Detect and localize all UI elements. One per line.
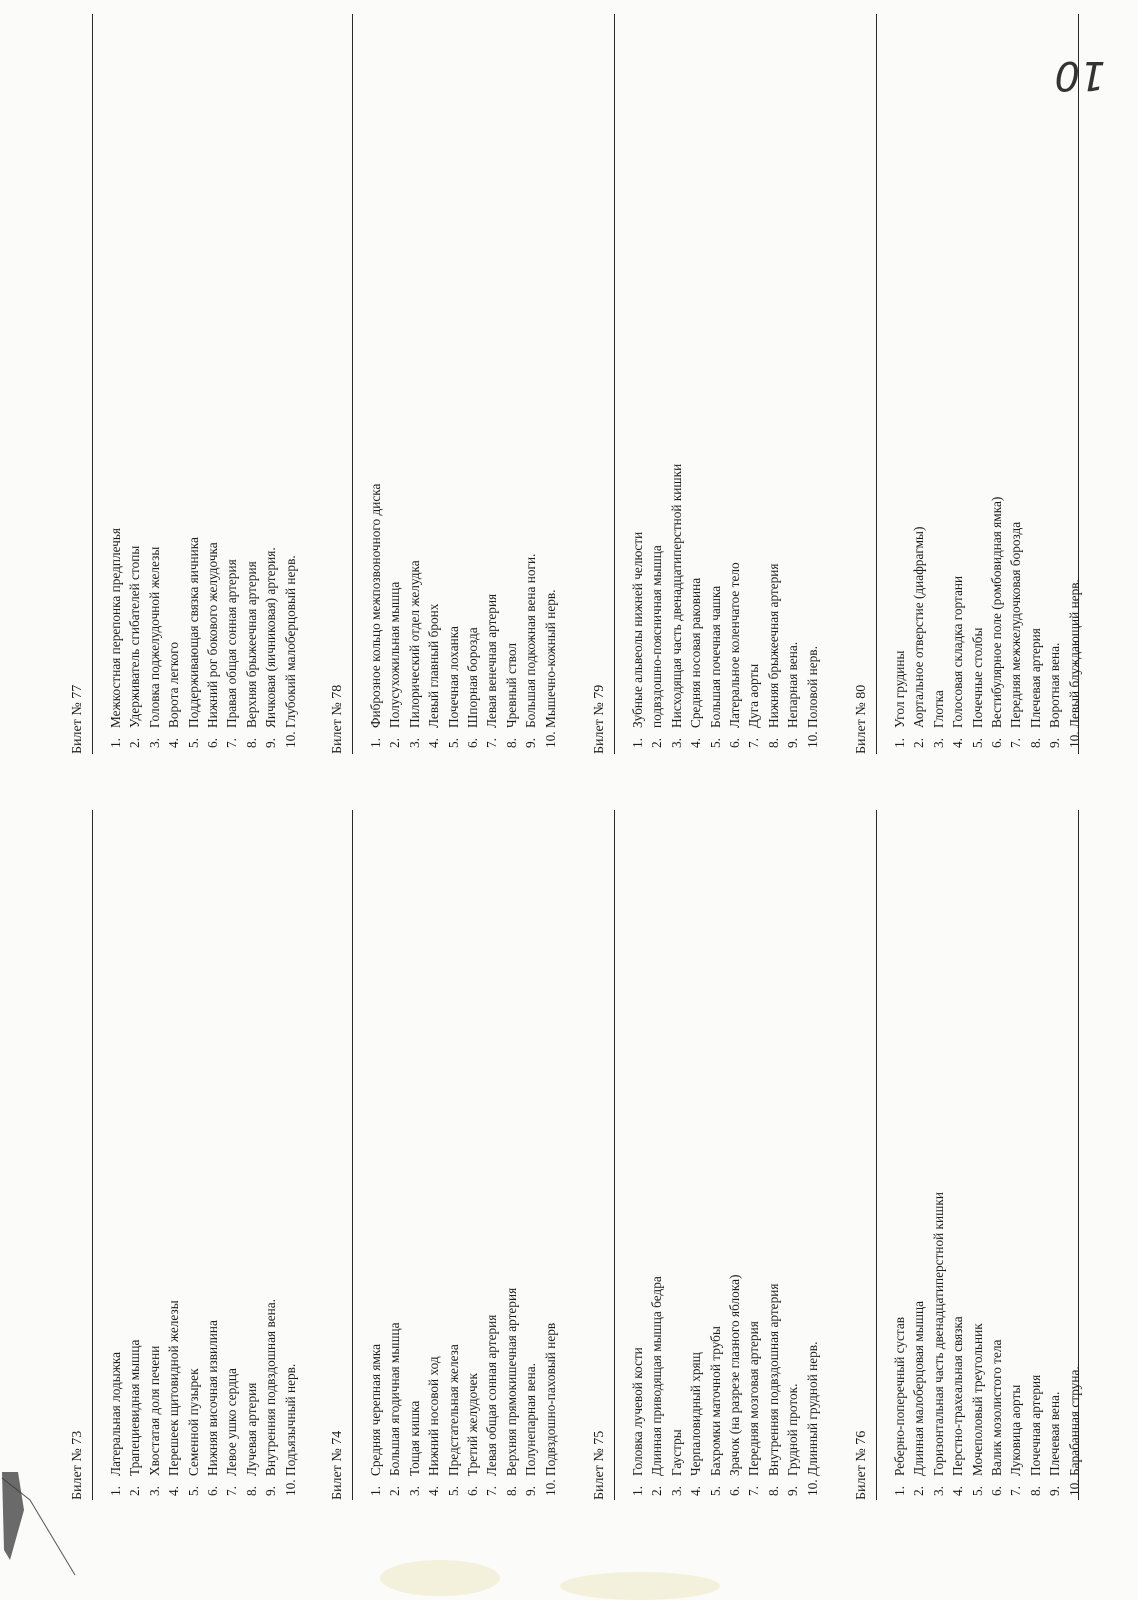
question-item [521, 1288, 540, 1496]
question-number: 4. [950, 1486, 966, 1496]
question-item [744, 464, 763, 748]
question-number: 10. [1066, 731, 1082, 748]
question-number: 2. [387, 1486, 403, 1496]
question-text: Шпорная борозда [465, 627, 481, 728]
question-number: 6. [727, 1486, 743, 1496]
question-text: Средняя носовая раковина [688, 577, 704, 728]
ticket-question-list [628, 1275, 822, 1496]
question-text: Левая общая сонная артерия [484, 1314, 500, 1476]
question-text: Лучевая артерия [243, 1382, 259, 1476]
question-item [164, 528, 183, 748]
ticket-title: Билет № 74 [330, 1430, 345, 1500]
ticket-divider [352, 14, 353, 754]
question-number: 4. [166, 1486, 182, 1496]
question-text: Голосовая складка гортани [950, 575, 966, 728]
question-text: Зрачок (на разрезе глазного яблока) [727, 1274, 743, 1476]
question-text: Передняя мозговая артерия [746, 1321, 762, 1476]
question-number: 5. [969, 1486, 985, 1496]
question-text: Чревный ствол [503, 643, 519, 728]
question-text: Передняя межжелудочковая борозда [1008, 521, 1024, 728]
question-item [281, 528, 300, 748]
question-item [764, 1275, 783, 1496]
question-text: Левое ушко сердца [224, 1368, 240, 1476]
question-item [647, 1275, 666, 1496]
question-text: Глубокий малоберцовый нерв. [282, 555, 298, 728]
question-number: 4. [688, 1486, 704, 1496]
question-text: подвздошно-поясничная мышца [649, 545, 665, 728]
question-number: 3. [406, 738, 422, 748]
question-number: 4. [426, 1486, 442, 1496]
question-number: 6. [465, 1486, 481, 1496]
question-item [744, 1275, 763, 1496]
question-item [424, 1288, 443, 1496]
question-number: 2. [649, 738, 665, 748]
question-number: 8. [243, 1486, 259, 1496]
question-text: Почечные столбы [969, 627, 985, 728]
question-item [261, 1299, 280, 1496]
question-text: Внутренняя подвздошная вена. [263, 1299, 279, 1476]
question-number: 1. [630, 1486, 645, 1496]
question-text: Нижний рог бокового желудочка [205, 542, 221, 728]
question-item [106, 528, 125, 748]
question-number: 3. [930, 1486, 946, 1496]
question-number: 5. [969, 738, 985, 748]
question-number: 8. [1027, 738, 1043, 748]
question-number: 10. [542, 731, 558, 748]
question-number: 9. [1047, 738, 1063, 748]
question-number: 3. [668, 1486, 684, 1496]
question-number: 8. [765, 1486, 781, 1496]
question-item [706, 1275, 725, 1496]
question-item [463, 484, 482, 748]
question-text: Нижний носовой ход [426, 1356, 442, 1476]
question-item [1065, 497, 1084, 748]
question-text: Верхняя прямокишечная артерия [503, 1287, 519, 1476]
question-number: 6. [465, 738, 481, 748]
question-text: Нижняя височная извилина [205, 1320, 221, 1476]
question-text: Непарная вена. [785, 641, 801, 728]
question-text: Валик мозолистого тела [989, 1339, 1005, 1476]
question-number: 6. [989, 738, 1005, 748]
question-number: 10. [542, 1479, 558, 1496]
question-item [521, 484, 540, 748]
question-number: 8. [243, 738, 259, 748]
question-item [706, 464, 725, 748]
question-number: 7. [1008, 1486, 1024, 1496]
question-number: 3. [406, 1486, 422, 1496]
question-item [783, 1275, 802, 1496]
question-item [1006, 497, 1025, 748]
question-item [628, 1275, 647, 1496]
question-text: Длинный грудной нерв. [804, 1341, 820, 1476]
ticket-question-list [106, 1299, 300, 1496]
question-item [222, 1299, 241, 1496]
question-text: Большая подкожная вена ноги. [523, 553, 539, 728]
question-number: 1. [368, 738, 383, 748]
ticket-divider [614, 810, 615, 1500]
ticket-question-list [890, 1192, 1084, 1496]
question-item [482, 1288, 501, 1496]
question-number: 10. [282, 731, 298, 748]
question-number: 3. [146, 1486, 162, 1496]
question-text: Зубные альвеолы нижней челюсти [630, 531, 645, 728]
question-text: Длинная малоберцовая мышца [911, 1301, 927, 1476]
question-number: 10. [804, 1479, 820, 1496]
question-item [1045, 1192, 1064, 1496]
question-item [203, 1299, 222, 1496]
question-text: Трапециевидная мышца [127, 1339, 143, 1476]
question-number: 2. [911, 1486, 927, 1496]
question-number: 7. [224, 1486, 240, 1496]
question-item [948, 497, 967, 748]
question-item [125, 528, 144, 748]
question-item [1065, 1192, 1084, 1496]
question-item [1026, 1192, 1045, 1496]
question-number: 1. [630, 738, 645, 748]
question-text: Предстательная железа [445, 1344, 461, 1476]
question-text: Поддерживающая связка яичника [185, 537, 201, 728]
ticket-title: Билет № 77 [70, 684, 85, 754]
question-item [909, 497, 928, 748]
question-number: 2. [387, 738, 403, 748]
question-number: 9. [263, 738, 279, 748]
question-number: 10. [282, 1479, 298, 1496]
question-number: 7. [224, 738, 240, 748]
ticket-divider [876, 810, 877, 1500]
question-item [1026, 497, 1045, 748]
question-text: Аортальное отверстие (диафрагмы) [911, 526, 927, 728]
ticket-divider [614, 14, 615, 754]
question-item [929, 497, 948, 748]
question-number: 1. [368, 1486, 383, 1496]
question-text: Почечная лоханка [445, 626, 461, 728]
question-text: Луковица аорты [1008, 1384, 1024, 1476]
question-number: 9. [523, 738, 539, 748]
question-text: Бахромки маточной трубы [707, 1326, 723, 1476]
question-number: 5. [185, 1486, 201, 1496]
question-item [764, 464, 783, 748]
question-item [385, 484, 404, 748]
question-number: 3. [146, 738, 162, 748]
question-text: Головка лучевой кости [630, 1347, 645, 1476]
question-item [987, 1192, 1006, 1496]
question-number: 4. [166, 738, 182, 748]
question-text: Горизонтальная часть двенадцатиперстной кишки [930, 1192, 946, 1476]
question-item [405, 1288, 424, 1496]
question-text: Глотка [930, 690, 946, 728]
question-number: 4. [688, 738, 704, 748]
page-number: 10 [1054, 52, 1106, 98]
question-item [803, 1275, 822, 1496]
question-text: Перешеек щитовидной железы [166, 1300, 182, 1476]
question-item [184, 1299, 203, 1496]
question-item [482, 484, 501, 748]
question-item [909, 1192, 928, 1496]
question-item [261, 528, 280, 748]
question-item [366, 484, 385, 748]
question-text: Фиброзное кольцо межпозвоночного диска [368, 483, 383, 728]
question-item [1045, 497, 1064, 748]
question-text: Перстно-трахеальная связка [950, 1316, 966, 1476]
question-number: 9. [263, 1486, 279, 1496]
question-text: Большая ягодичная мышца [387, 1322, 403, 1476]
question-item [502, 484, 521, 748]
question-text: Третий желудочек [465, 1372, 481, 1476]
question-number: 6. [205, 738, 221, 748]
question-number: 10. [804, 731, 820, 748]
question-text: Ворота легкого [166, 641, 182, 728]
question-text: Грудной проток. [785, 1383, 801, 1476]
question-text: Вестибулярное поле (ромбовидная ямка) [989, 496, 1005, 728]
question-text: Удерживатель сгибателей стопы [127, 545, 143, 728]
question-number: 1. [108, 738, 123, 748]
question-item [164, 1299, 183, 1496]
question-item [667, 464, 686, 748]
question-item [222, 528, 241, 748]
question-number: 10. [1066, 1479, 1082, 1496]
question-item [667, 1275, 686, 1496]
question-number: 6. [989, 1486, 1005, 1496]
ticket-title: Билет № 76 [854, 1430, 869, 1500]
question-text: Средняя черепная ямка [368, 1343, 383, 1476]
question-item [725, 464, 744, 748]
question-item [686, 464, 705, 748]
question-item [242, 528, 261, 748]
question-text: Нисходящая часть двенадцатиперстной кишки [668, 463, 684, 728]
question-number: 9. [1047, 1486, 1063, 1496]
question-item [106, 1299, 125, 1496]
question-text: Плечевая вена. [1047, 1391, 1063, 1476]
question-text: Правая общая сонная артерия [224, 559, 240, 728]
question-item [385, 1288, 404, 1496]
question-text: Полунепарная вена. [523, 1363, 539, 1476]
question-text: Воротная вена. [1047, 642, 1063, 728]
question-item [803, 464, 822, 748]
question-item [242, 1299, 261, 1496]
question-text: Хвостатая доля печени [146, 1345, 162, 1476]
ticket-divider [92, 14, 93, 754]
question-item [463, 1288, 482, 1496]
question-item [686, 1275, 705, 1496]
question-text: Барабанная струна. [1066, 1366, 1082, 1476]
question-text: Яичковая (яичниковая) артерия. [263, 547, 279, 728]
question-number: 8. [765, 738, 781, 748]
ticket-question-list [628, 464, 822, 748]
ticket-title: Билет № 75 [592, 1430, 607, 1500]
question-number: 8. [1027, 1486, 1043, 1496]
question-text: Левый блуждающий нерв. [1066, 579, 1082, 728]
question-item [541, 1288, 560, 1496]
question-text: Черпаловидный хрящ [688, 1352, 704, 1476]
question-number: 1. [892, 1486, 907, 1496]
question-text: Плечевая артерия [1027, 628, 1043, 728]
question-text: Верхняя брыжеечная артерия [243, 561, 259, 728]
question-item [987, 497, 1006, 748]
question-text: Латеральная лодыжка [108, 1351, 123, 1476]
question-number: 1. [892, 738, 907, 748]
question-text: Почечная артерия [1027, 1374, 1043, 1476]
question-number: 3. [930, 738, 946, 748]
ticket-title: Билет № 80 [854, 684, 869, 754]
question-text: Подвздошно-паховый нерв [542, 1322, 558, 1476]
question-item [405, 484, 424, 748]
question-text: Головка поджелудочной железы [146, 546, 162, 728]
ticket-divider [876, 14, 877, 754]
question-text: Большая почечная чашка [707, 585, 723, 728]
question-item [145, 1299, 164, 1496]
question-number: 7. [1008, 738, 1024, 748]
question-item [424, 484, 443, 748]
question-item [890, 1192, 909, 1496]
question-text: Длинная приводящая мышца бедра [649, 1276, 665, 1476]
ticket-divider [92, 810, 93, 1500]
question-number: 5. [707, 738, 723, 748]
ticket-question-list [106, 528, 300, 748]
question-item [541, 484, 560, 748]
question-item [366, 1288, 385, 1496]
ticket-question-list [366, 1288, 560, 1496]
question-item [628, 464, 647, 748]
question-text: Реберно-поперечный сустав [892, 1316, 907, 1476]
question-number: 5. [185, 738, 201, 748]
question-number: 7. [484, 1486, 500, 1496]
question-item [125, 1299, 144, 1496]
question-number: 2. [127, 738, 143, 748]
question-item [890, 497, 909, 748]
question-number: 5. [445, 1486, 461, 1496]
ticket-question-list [366, 484, 560, 748]
question-text: Латеральное коленчатое тело [727, 562, 743, 728]
question-item [444, 1288, 463, 1496]
question-text: Мочеполовый треугольник [969, 1323, 985, 1476]
question-text: Подъязычный нерв. [282, 1363, 298, 1476]
question-text: Левая венечная артерия [484, 593, 500, 728]
question-text: Нижняя брыжеечная артерия [765, 563, 781, 728]
question-number: 8. [503, 1486, 519, 1496]
question-text: Угол грудины [892, 650, 907, 728]
question-item [929, 1192, 948, 1496]
question-text: Гаустры [668, 1429, 684, 1476]
question-number: 9. [785, 1486, 801, 1496]
question-text: Внутренняя подвздошная артерия [765, 1283, 781, 1476]
question-text: Тощая кишка [406, 1400, 422, 1476]
question-item [203, 528, 222, 748]
question-number: 6. [727, 738, 743, 748]
question-item [145, 528, 164, 748]
question-number: 3. [668, 738, 684, 748]
ticket-title: Билет № 73 [70, 1430, 85, 1500]
question-number: 2. [127, 1486, 143, 1496]
question-item [502, 1288, 521, 1496]
question-number: 2. [649, 1486, 665, 1496]
ticket-question-list [890, 497, 1084, 748]
question-text: Левый главный бронх [426, 603, 442, 728]
question-number: 7. [484, 738, 500, 748]
question-text: Дуга аорты [746, 663, 762, 728]
question-number: 2. [911, 738, 927, 748]
question-number: 9. [523, 1486, 539, 1496]
question-number: 5. [445, 738, 461, 748]
question-number: 1. [108, 1486, 123, 1496]
ticket-title: Билет № 78 [330, 684, 345, 754]
question-text: Пилорический отдел желудка [406, 560, 422, 728]
question-text: Мышечно-кожный нерв. [542, 589, 558, 728]
question-item [184, 528, 203, 748]
question-number: 5. [707, 1486, 723, 1496]
question-item [281, 1299, 300, 1496]
question-number: 8. [503, 738, 519, 748]
ticket-title: Билет № 79 [592, 684, 607, 754]
question-number: 9. [785, 738, 801, 748]
question-number: 6. [205, 1486, 221, 1496]
question-text: Полусухожильная мышца [387, 581, 403, 728]
ticket-divider [352, 810, 353, 1500]
left-column [0, 800, 1138, 1600]
question-item [444, 484, 463, 748]
question-number: 4. [950, 738, 966, 748]
question-item [1006, 1192, 1025, 1496]
question-number: 7. [746, 738, 762, 748]
question-item [948, 1192, 967, 1496]
question-text: Межкостная перепонка предплечья [108, 527, 123, 728]
question-item [968, 1192, 987, 1496]
question-number: 7. [746, 1486, 762, 1496]
question-number: 4. [426, 738, 442, 748]
question-item [783, 464, 802, 748]
question-text: Половой нерв. [804, 646, 820, 728]
question-item [647, 464, 666, 748]
question-text: Семенной пузырек [185, 1368, 201, 1476]
question-item [968, 497, 987, 748]
question-item [725, 1275, 744, 1496]
